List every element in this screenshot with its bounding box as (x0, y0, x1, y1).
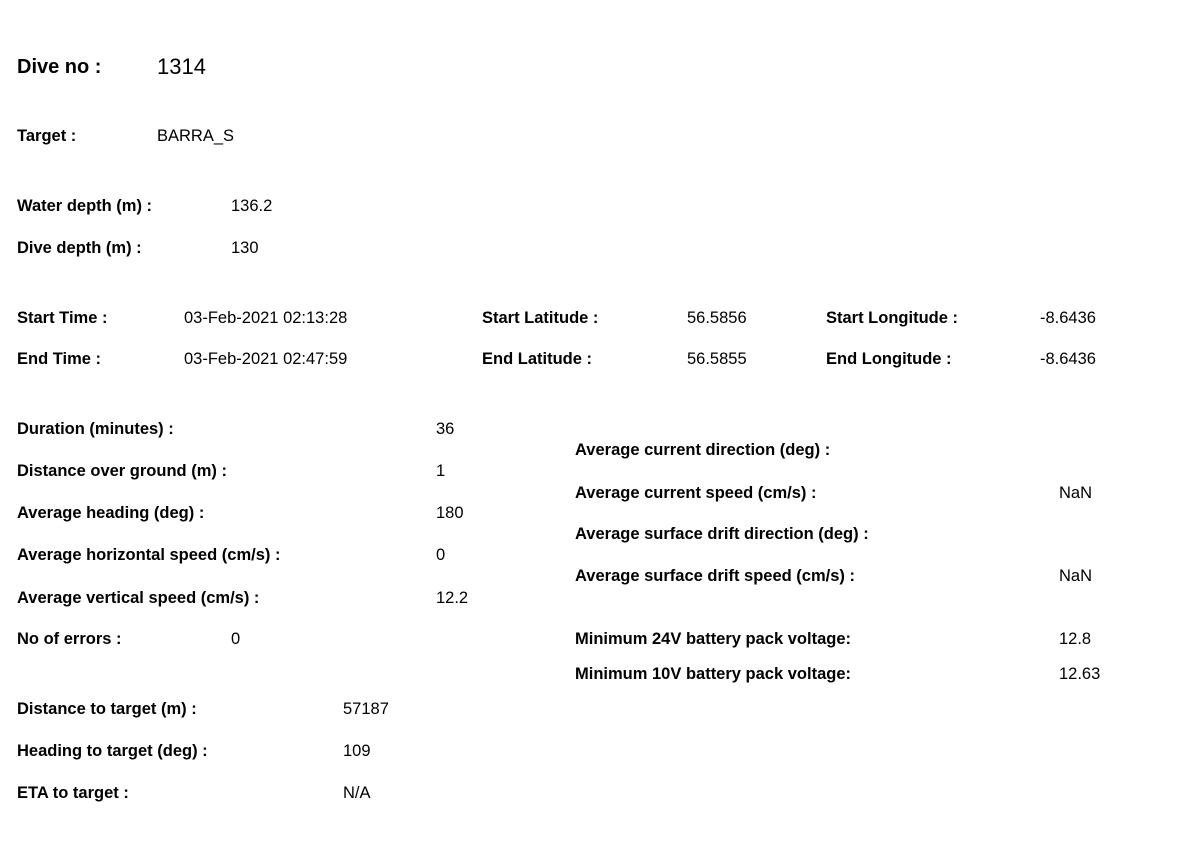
dive-no-label: Dive no : (17, 56, 102, 78)
average-surface-drift-direction-label: Average surface drift direction (deg) : (575, 525, 869, 543)
average-surface-drift-speed-value: NaN (1059, 567, 1093, 585)
end-latitude-label: End Latitude : (482, 350, 592, 368)
distance-over-ground-value: 1 (436, 462, 446, 480)
no-of-errors-value: 0 (231, 630, 241, 648)
distance-to-target-value: 57187 (343, 700, 389, 718)
distance-over-ground-label: Distance over ground (m) : (17, 462, 227, 480)
average-current-speed-value: NaN (1059, 484, 1093, 502)
start-longitude-value: -8.6436 (1040, 309, 1096, 327)
eta-to-target-value: N/A (343, 784, 371, 802)
average-heading-label: Average heading (deg) : (17, 504, 205, 522)
water-depth-value: 136.2 (231, 197, 273, 215)
average-vertical-speed-label: Average vertical speed (cm/s) : (17, 589, 260, 607)
duration-value: 36 (436, 420, 455, 438)
average-current-direction-label: Average current direction (deg) : (575, 441, 831, 459)
target-label: Target : (17, 127, 77, 145)
average-vertical-speed-value: 12.2 (436, 589, 469, 607)
start-latitude-value: 56.5856 (687, 309, 747, 327)
heading-to-target-value: 109 (343, 742, 371, 760)
dive-no-value: 1314 (157, 54, 206, 79)
distance-to-target-label: Distance to target (m) : (17, 700, 197, 718)
average-horizontal-speed-value: 0 (436, 546, 446, 564)
eta-to-target-label: ETA to target : (17, 784, 129, 802)
minimum-24v-battery-value: 12.8 (1059, 630, 1092, 648)
end-latitude-value: 56.5855 (687, 350, 747, 368)
start-time-value: 03-Feb-2021 02:13:28 (184, 309, 348, 327)
end-longitude-label: End Longitude : (826, 350, 952, 368)
heading-to-target-label: Heading to target (deg) : (17, 742, 208, 760)
end-longitude-value: -8.6436 (1040, 350, 1096, 368)
target-value: BARRA_S (157, 127, 235, 145)
start-time-label: Start Time : (17, 309, 108, 327)
minimum-24v-battery-label: Minimum 24V battery pack voltage: (575, 630, 851, 648)
dive-depth-value: 130 (231, 239, 259, 257)
end-time-label: End Time : (17, 350, 102, 368)
start-latitude-label: Start Latitude : (482, 309, 599, 327)
duration-label: Duration (minutes) : (17, 420, 174, 438)
no-of-errors-label: No of errors : (17, 630, 122, 648)
end-time-value: 03-Feb-2021 02:47:59 (184, 350, 348, 368)
water-depth-label: Water depth (m) : (17, 197, 153, 215)
minimum-10v-battery-value: 12.63 (1059, 665, 1101, 683)
average-heading-value: 180 (436, 504, 464, 522)
dive-depth-label: Dive depth (m) : (17, 239, 142, 257)
average-surface-drift-speed-label: Average surface drift speed (cm/s) : (575, 567, 855, 585)
start-longitude-label: Start Longitude : (826, 309, 958, 327)
minimum-10v-battery-label: Minimum 10V battery pack voltage: (575, 665, 851, 683)
average-current-speed-label: Average current speed (cm/s) : (575, 484, 817, 502)
average-horizontal-speed-label: Average horizontal speed (cm/s) : (17, 546, 281, 564)
